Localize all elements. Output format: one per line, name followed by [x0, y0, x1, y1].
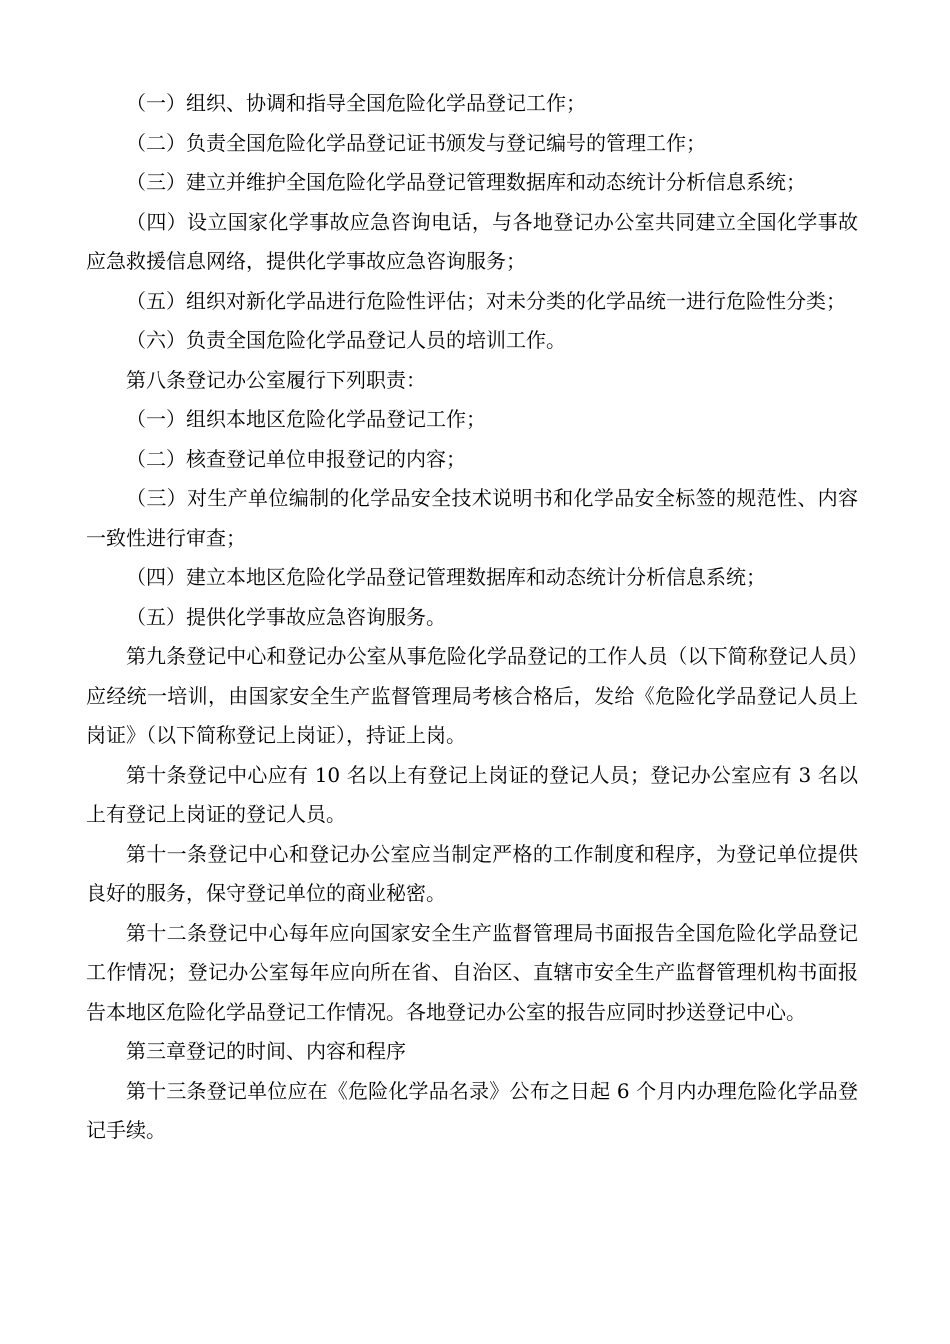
paragraph-center-duty-5: （五）组织对新化学品进行危险性评估；对未分类的化学品统一进行危险性分类； [126, 288, 846, 313]
paragraph-office-duty-5: （五）提供化学事故应急咨询服务。 [126, 604, 446, 629]
chapter-3-heading: 第三章登记的时间、内容和程序 [126, 1039, 406, 1063]
paragraph-office-duty-3: （三）对生产单位编制的化学品安全技术说明书和化学品安全标签的规范性、内容一致性进行审查； [86, 486, 858, 550]
article-9: 第九条登记中心和登记办公室从事危险化学品登记的工作人员（以下简称登记人员）应经统一培训，由国家安全生产监督管理局考核合格后，发给《危险化学品登记人员上岗证》（以下简称登记上岗证），持证上岗。 [86, 644, 858, 747]
article-11: 第十一条登记中心和登记办公室应当制定严格的工作制度和程序，为登记单位提供良好的服务，保守登记单位的商业秘密。 [86, 841, 858, 905]
paragraph-center-duty-3: （三）建立并维护全国危险化学品登记管理数据库和动态统计分析信息系统； [126, 170, 806, 194]
article-13: 第十三条登记单位应在《危险化学品名录》公布之日起 6 个月内办理危险化学品登记手续。 [86, 1078, 858, 1142]
paragraph-center-duty-4: （四）设立国家化学事故应急咨询电话，与各地登记办公室共同建立全国化学事故应急救援信息网络，提供化学事故应急咨询服务； [86, 209, 858, 273]
paragraph-office-duty-4: （四）建立本地区危险化学品登记管理数据库和动态统计分析信息系统； [126, 565, 766, 589]
paragraph-office-duty-2: （二）核查登记单位申报登记的内容； [126, 446, 466, 471]
paragraph-center-duty-6: （六）负责全国危险化学品登记人员的培训工作。 [126, 328, 566, 352]
paragraph-center-duty-2: （二）负责全国危险化学品登记证书颁发与登记编号的管理工作； [126, 130, 706, 155]
document-page [86, 84, 858, 1151]
article-10: 第十条登记中心应有 10 名以上有登记上岗证的登记人员；登记办公室应有 3 名以上有登记上岗证的登记人员。 [86, 762, 858, 826]
article-12: 第十二条登记中心每年应向国家安全生产监督管理局书面报告全国危险化学品登记工作情况；登记办公室每年应向所在省、自治区、直辖市安全生产监督管理机构书面报告本地区危险化学品登记工作情况。各地登记办公室的报告应同时抄送登记中心。 [86, 920, 858, 1024]
article-8-heading: 第八条登记办公室履行下列职责： [126, 367, 426, 392]
paragraph-office-duty-1: （一）组织本地区危险化学品登记工作； [126, 407, 486, 431]
paragraph-center-duty-1: （一）组织、协调和指导全国危险化学品登记工作； [126, 91, 586, 115]
